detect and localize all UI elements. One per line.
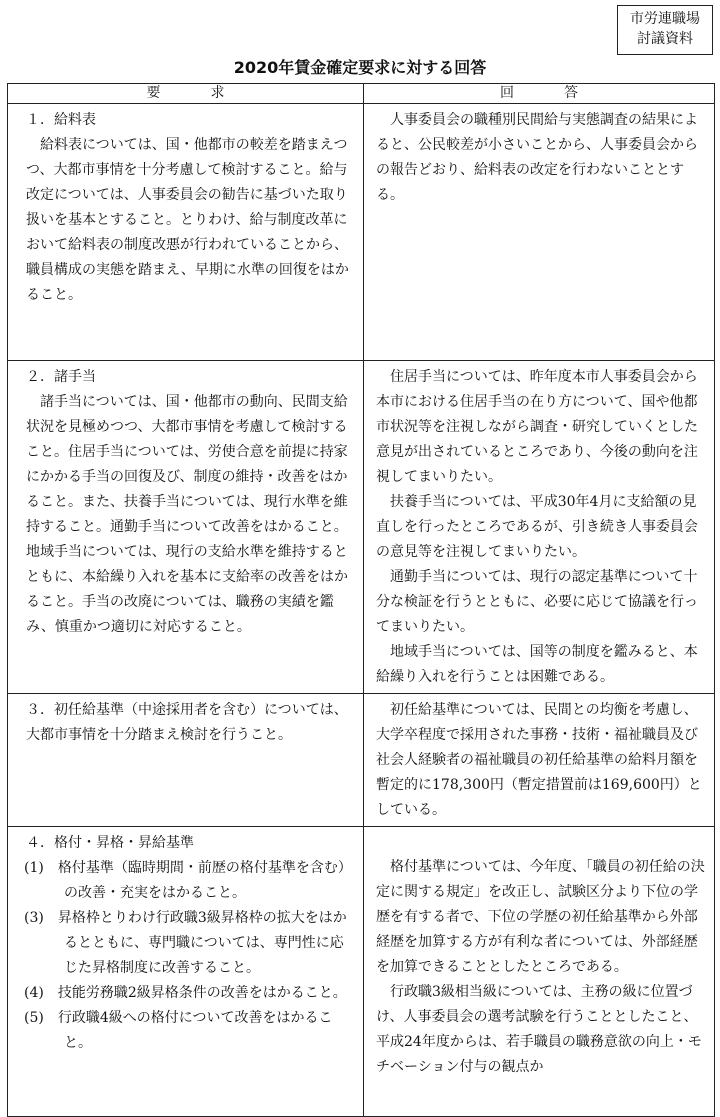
request-text: 給料表については、国・他都市の較差を踏まえつつ、大都市事情を十分考慮して検討すること。給与改定については、人事委員会の勧告に基づいた取り扱いを基本とすること。とりわけ、給与制度改革において給料表の制度改悪が行われていることから、職員構成の実態を踏まえ、早期に水準の回復をはかること。	[26, 137, 349, 303]
table-row	[8, 361, 715, 694]
request-heading: ３．初任給基準（中途採用者を含む）については、大都市事情を十分踏まえ検討を行うこと。	[26, 702, 348, 743]
request-item: (3) 昇格枠とりわけ行政職3級昇格枠の拡大をはかるとともに、専門職については、専門性に応じた昇格制度に改善すること。	[24, 910, 347, 976]
answer-text: 行政職3級相当級については、主務の級に位置づけ、人事委員会の選考試験を行うこととしたこと、平成24年度からは、若手職員の職務意欲の向上・モチベーション付与の観点か	[376, 984, 702, 1075]
table-header-row	[8, 84, 715, 104]
answer-text: 初任給基準については、民間との均衡を考慮し、大学卒程度で採用された事務・技術・福祉職員及び社会人経験者の福祉職員の初任給基準の給料月額を暫定的に178,300円（暫定措置前は169,600円）としている。	[376, 702, 702, 818]
request-item: (4) 技能労務職2級昇格条件の改善をはかること。	[24, 985, 347, 1001]
page-title: 2020年賃金確定要求に対する回答	[233, 58, 487, 77]
table-row	[8, 694, 715, 827]
answer-text: 地域手当については、国等の制度を鑑みると、本給繰り入れを行うことは困難である。	[376, 644, 698, 685]
request-cell	[8, 104, 364, 361]
document-stamp	[617, 5, 713, 55]
request-item: (1) 格付基準（臨時期間・前歴の格付基準を含む）の改善・充実をはかること。	[24, 860, 352, 901]
request-answer-table	[7, 83, 715, 1117]
stamp-line-1: 市労連職場	[630, 11, 700, 27]
header-request: 要求	[8, 84, 364, 104]
header-answer: 回答	[364, 84, 715, 104]
request-cell	[8, 361, 364, 694]
answer-text: 人事委員会の職種別民間給与実態調査の結果によると、公民較差が小さいことから、人事委員会からの報告どおり、給料表の改定を行わないこととする。	[376, 112, 698, 203]
table-row	[8, 104, 715, 361]
answer-text: 通勤手当については、現行の認定基準について十分な検証を行うとともに、必要に応じて協議を行ってまいりたい。	[376, 569, 698, 635]
request-text: 諸手当については、国・他都市の動向、民間支給状況を見極めつつ、大都市事情を考慮して検討すること。住居手当については、労使合意を前提に持家にかかる手当の回復及び、制度の維持・改善をはかること。また、扶養手当については、現行水準を維持すること。通勤手当について改善をはかること。地域手当については、現行の支給水準を維持するとともに、本給繰り入れを基本に支給率の改善をはかること。手当の改廃については、職務の実績を鑑み、慎重かつ適切に対応すること。	[26, 394, 348, 635]
answer-cell	[364, 104, 715, 361]
answer-text: 格付基準については、今年度、「職員の初任給の決定に関する規定」を改正し、試験区分より下位の学歴を有する者で、下位の学歴の初任給基準から外部経歴を加算する方が有利な者については、外部経歴を加算できることとしたところである。	[376, 859, 705, 975]
request-item: (5) 行政職4級への格付について改善をはかること。	[24, 1010, 333, 1051]
stamp-line-2: 討議資料	[637, 31, 693, 47]
answer-cell	[364, 694, 715, 827]
request-heading: ４．格付・昇格・昇給基準	[26, 835, 194, 851]
answer-text: 扶養手当については、平成30年4月に支給額の見直しを行ったところであるが、引き続き人事委員会の意見等を注視してまいりたい。	[376, 494, 698, 560]
request-heading: ２．諸手当	[26, 369, 96, 385]
answer-text: 住居手当については、昨年度本市人事委員会から本市における住居手当の在り方について、国や他都市状況等を注視しながら調査・研究していくとした意見が出されているところであり、今後の動向を注視してまいりたい。	[376, 369, 698, 485]
answer-cell	[364, 827, 715, 1117]
request-heading: １．給料表	[26, 112, 96, 128]
request-cell	[8, 827, 364, 1117]
answer-cell	[364, 361, 715, 694]
table-row	[8, 827, 715, 1117]
request-cell	[8, 694, 364, 827]
answer-spacer	[376, 831, 708, 855]
